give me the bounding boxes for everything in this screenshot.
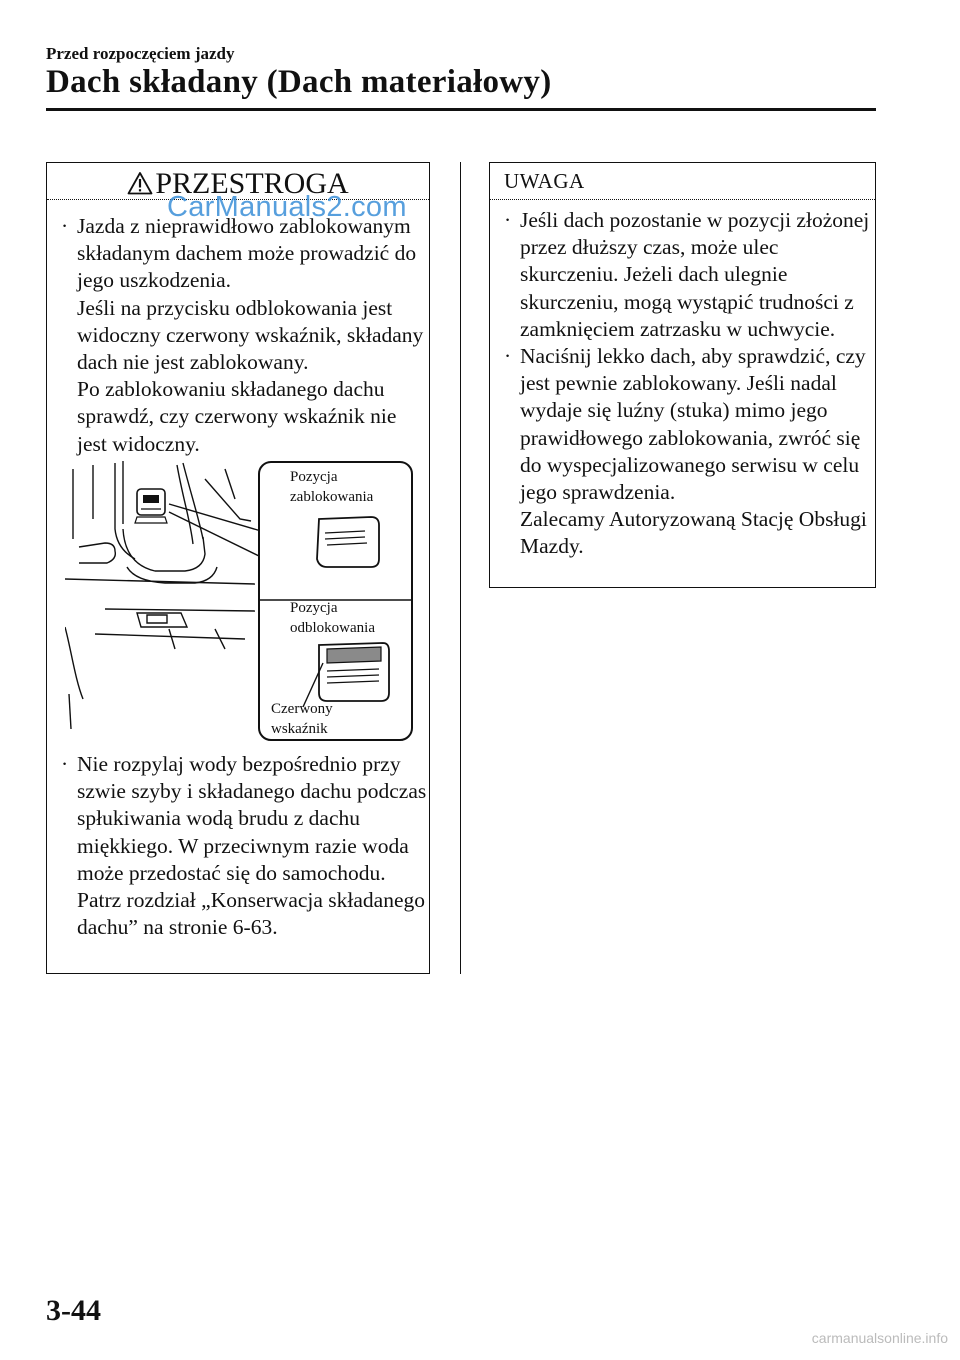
watermark: CarManuals2.com [167,191,407,223]
caution-list-top [47,213,431,458]
list-item [47,213,431,458]
label-unlocked-line2: odblokowania [290,620,375,636]
note-heading: UWAGA [504,169,585,193]
roof-lock-illustration [65,459,415,744]
locked-button-icon [317,517,379,567]
caution-box [46,162,430,974]
unlocked-button-icon [319,643,389,701]
section-label: Przed rozpoczęciem jazdy [46,44,235,63]
note-box [489,162,876,588]
paragraph: Jeśli na przycisku odblokowania jest widoczny czerwony wskaźnik, składany dach nie jest zablokowany. [77,295,424,375]
list-item [47,751,431,941]
caution-heading: PRZESTROGA [155,167,349,200]
warning-triangle-icon [127,171,153,195]
note-list [490,207,877,561]
paragraph: Patrz rozdział „Konserwacja składanego dachu” na stronie 6-63. [77,888,426,940]
paragraph: Zalecamy Autoryzowaną Stację Obsługi Mazdy. [520,507,867,559]
page-title: Dach składany (Dach materiałowy) [46,64,552,100]
label-locked-line1: Pozycja [290,469,338,485]
label-indicator-line1: Czerwony [271,701,333,717]
title-rule [46,108,876,111]
column-divider [460,162,461,974]
bullet-icon: · [504,208,512,232]
paragraph: Nie rozpylaj wody bezpośrednio przy szwie szyby i składanego dachu podczas spłukiwania wodą brudu z dachu miękkiego. W przeciwnym razie woda może przedostać się do samochodu. [77,752,427,885]
paragraph: Po zablokowaniu składanego dachu sprawdź, czy czerwony wskaźnik nie jest widoczny. [77,377,397,456]
footer-url: carmanualsonline.info [811,1330,948,1346]
bullet-icon: · [61,214,69,238]
bullet-icon: · [504,344,512,369]
roof-lock-button-small [135,489,167,523]
paragraph: Jazda z nieprawidłowo zablokowanym składanym dachem może prowadzić do jego uszkodzenia. [77,214,417,293]
note-separator [490,199,875,200]
label-indicator-line2: wskaźnik [271,721,328,737]
bullet-icon: · [61,752,69,776]
list-item [490,343,877,561]
page-number: 3-44 [46,1294,101,1327]
caution-list-bottom [47,751,431,941]
list-item [490,207,877,343]
label-unlocked-line1: Pozycja [290,600,338,616]
label-locked-line2: zablokowania [290,489,374,505]
paragraph: Naciśnij lekko dach, aby sprawdzić, czy jest pewnie zablokowany. Jeśli nadal wydaje się luźny (stuka) mimo jego prawidłowego zablokowania, zwróć się do wyspecjalizowanego serwisu w celu jego sprawdzenia. [520,344,866,505]
paragraph: Jeśli dach pozostanie w pozycji złożonej przez dłuższy czas, może ulec skurczeniu. Jeżeli dach ulegnie skurczeniu, mogą wystąpić trudności z zamknięciem zatrzasku w uchwycie. [520,208,870,341]
leader-lines [169,504,261,557]
